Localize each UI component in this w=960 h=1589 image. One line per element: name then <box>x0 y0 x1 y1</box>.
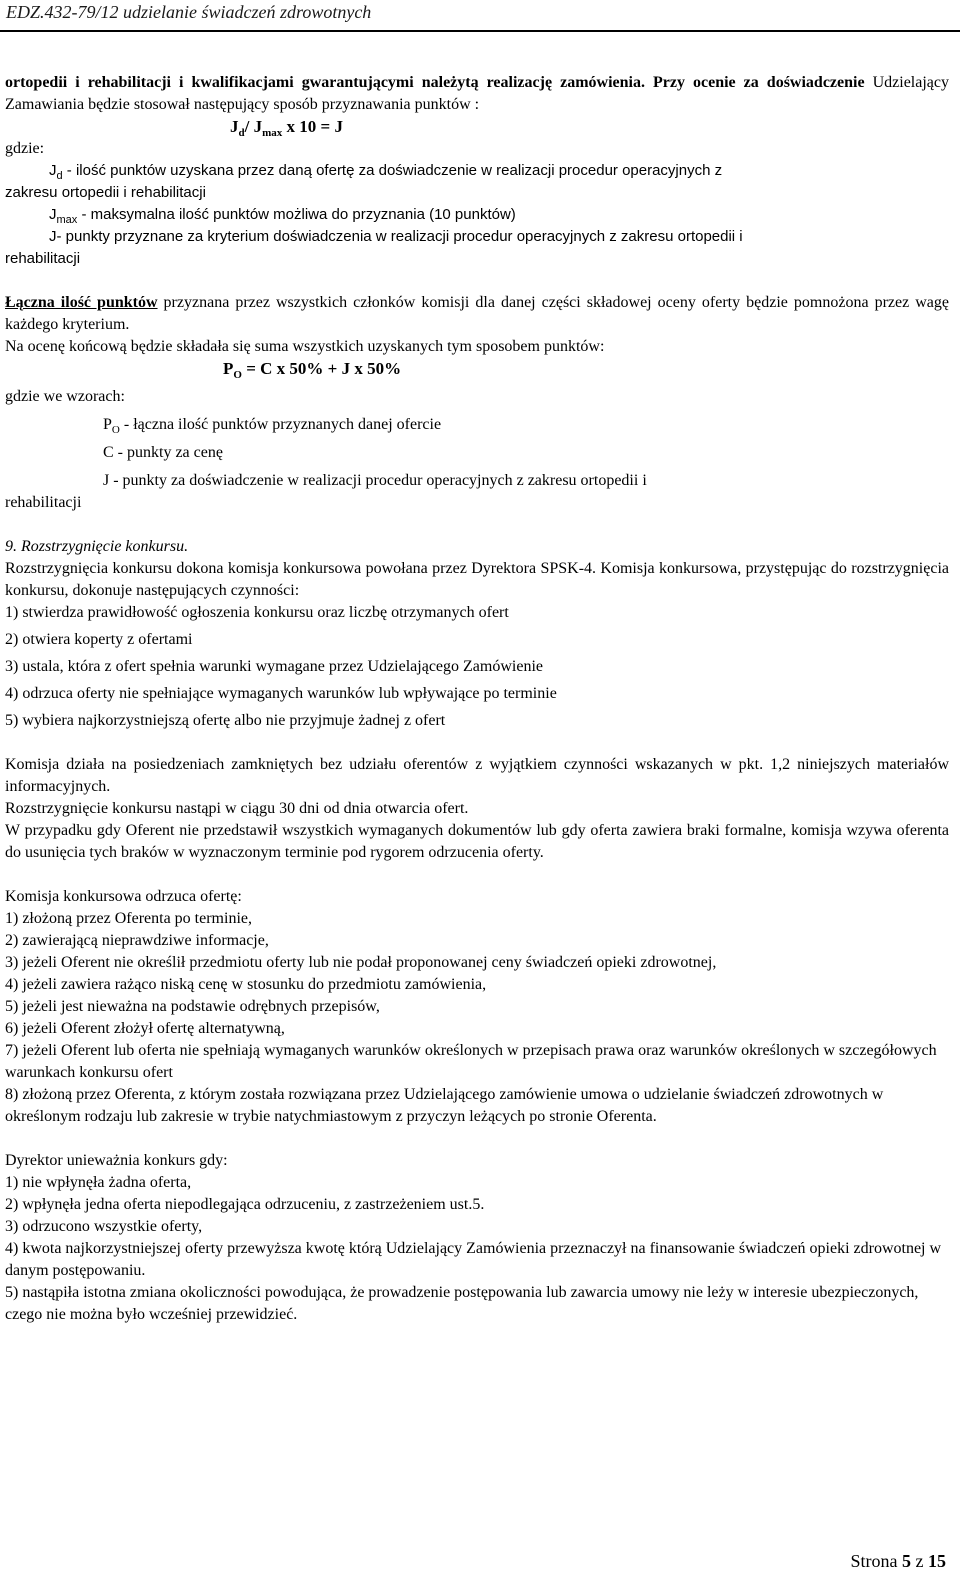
paragraph-commission: Rozstrzygnięcia konkursu dokona komisja konkursowa powołana przez Dyrektora SPSK-4. Komisja konkursowa, przystępując do rozstrzygnięcia konkursu, dokonuje następujących czynności: <box>5 560 949 599</box>
list-item: 5) jeżeli jest nieważna na podstawie odrębnych przepisów, <box>5 998 380 1015</box>
c-definition: C - punkty za cenę <box>103 444 223 461</box>
j-points-definition-cont: rehabilitacji <box>5 494 82 511</box>
formula-final-score: $P_O = C$ x 50% + J x 50% <box>223 359 402 381</box>
paragraph-criteria-intro: ortopedii i rehabilitacji i kwalifikacjami gwarantującymi należytą realizację zamówienia. Przy ocenie za doświadczenie Udzielający Zamawiania będzie stosował następujący sposób przyznawania punktów : <box>5 74 950 113</box>
paragraph-total-points: Łączna ilość punktów przyznana przez wszystkich członków komisji dla danej części składowej oceny oferty będzie pomnożona przez wagę każdego kryterium. <box>5 294 949 333</box>
paragraph-deadline: Rozstrzygnięcie konkursu nastąpi w ciągu 30 dni od dnia otwarcia ofert. <box>5 800 469 817</box>
gdzie-we-wzorach-label: gdzie we wzorach: <box>5 388 125 405</box>
list-item: 1) stwierdza prawidłowość ogłoszenia konkursu oraz liczbę otrzymanych ofert <box>5 604 509 621</box>
list-item: 1) złożoną przez Oferenta po terminie, <box>5 910 252 927</box>
formula-experience-points: $J_d/$ $J_{max}$ x 10 = J <box>230 117 343 139</box>
list-item: 2) zawierającą nieprawdziwe informacje, <box>5 932 269 949</box>
page-number: Strona 5 z 15 <box>850 1551 946 1571</box>
section-9-heading: 9. Rozstrzygnięcie konkursu. <box>5 538 189 555</box>
list-item: 3) odrzucono wszystkie oferty, <box>5 1218 203 1235</box>
commission-steps-list <box>5 602 949 732</box>
header-divider <box>0 30 960 32</box>
po-definition: $P_O$ - łączna ilość punktów przyznanych danej ofercie <box>103 416 442 436</box>
paragraph-formal-deficiencies: W przypadku gdy Oferent nie przedstawił wszystkich wymaganych dokumentów lub gdy oferta zawiera braki formalne, komisja wzywa oferenta do usunięcia tych braków w wyznaczonym terminie pod rygorem odrzucenia oferty. <box>5 822 949 861</box>
list-item: 4) jeżeli zawiera rażąco niską cenę w stosunku do przedmiotu zamówienia, <box>5 976 487 993</box>
list-item: 7) jeżeli Oferent lub oferta nie spełniają wymaganych warunków określonych w przepisach prawa oraz warunków określonych w szczegółowych warunkach konkursu ofert <box>5 1042 937 1081</box>
list-item: 6) jeżeli Oferent złożył ofertę alternatywną, <box>5 1020 285 1037</box>
list-item: 3) jeżeli Oferent nie określił przedmiotu oferty lub nie podał proponowanej ceny świadczeń opieki zdrowotnej, <box>5 954 717 971</box>
cancellation-list <box>5 1172 949 1326</box>
list-item: 5) wybiera najkorzystniejszą ofertę albo nie przyjmuje żadnej z ofert <box>5 712 446 729</box>
list-item: 8) złożoną przez Oferenta, z którym została rozwiązana przez Udzielającego zamówienie umowa o udzielanie świadczeń zdrowotnych w określonym rodzaju lub zakresie w trybie natychmiastowym z przyczyn leżących po stronie Oferenta. <box>5 1086 884 1125</box>
gdzie-label: gdzie: <box>5 140 45 157</box>
jmax-definition: $J_{max}$ - maksymalna ilość punktów możliwa do przyznania (10 punktów) <box>49 206 516 226</box>
jd-definition: $J_d$ - ilość punktów uzyskana przez daną ofertę za doświadczenie w realizacji procedur operacyjnych z <box>49 162 723 182</box>
rejection-intro: Komisja konkursowa odrzuca ofertę: <box>5 888 242 905</box>
list-item: 2) otwiera koperty z ofertami <box>5 631 193 648</box>
page-header-title: EDZ.432-79/12 udzielanie świadczeń zdrowotnych <box>6 2 372 22</box>
list-item: 2) wpłynęła jedna oferta niepodlegająca odrzuceniu, z zastrzeżeniem ust.5. <box>5 1196 485 1213</box>
j-definition-cont: rehabilitacji <box>5 250 81 267</box>
list-item: 5) nastąpiła istotna zmiana okoliczności powodująca, że prowadzenie postępowania lub zawarcia umowy nie leży w interesie ubezpieczonych, czego nie można było wcześniej przewidzieć. <box>5 1284 919 1323</box>
document-body <box>5 72 949 1326</box>
j-definition: J- punkty przyznane za kryterium doświadczenia w realizacji procedur operacyjnych z zakresu ortopedii i <box>49 228 743 245</box>
list-item: 3) ustala, która z ofert spełnia warunki wymagane przez Udzielającego Zamówienie <box>5 658 543 675</box>
jd-definition-cont: zakresu ortopedii i rehabilitacji <box>5 184 206 201</box>
j-points-definition: J - punkty za doświadczenie w realizacji procedur operacyjnych z zakresu ortopedii i <box>103 472 647 489</box>
cancellation-intro: Dyrektor unieważnia konkurs gdy: <box>5 1152 228 1169</box>
paragraph-final-score: Na ocenę końcową będzie składała się suma wszystkich uzyskanych tym sposobem punktów: <box>5 338 605 355</box>
list-item: 4) odrzuca oferty nie spełniające wymaganych warunków lub wpływające po terminie <box>5 685 557 702</box>
rejection-list <box>5 908 949 1128</box>
paragraph-commission-sessions: Komisja działa na posiedzeniach zamkniętych bez udziału oferentów z wyjątkiem czynności wskazanych w pkt. 1,2 niniejszych materiałów informacyjnych. <box>5 756 949 795</box>
list-item: 1) nie wpłynęła żadna oferta, <box>5 1174 192 1191</box>
list-item: 4) kwota najkorzystniejszej oferty przewyższa kwotę którą Udzielający Zamówienia przeznaczył na finansowanie świadczeń opieki zdrowotnej w danym postępowaniu. <box>5 1240 942 1279</box>
